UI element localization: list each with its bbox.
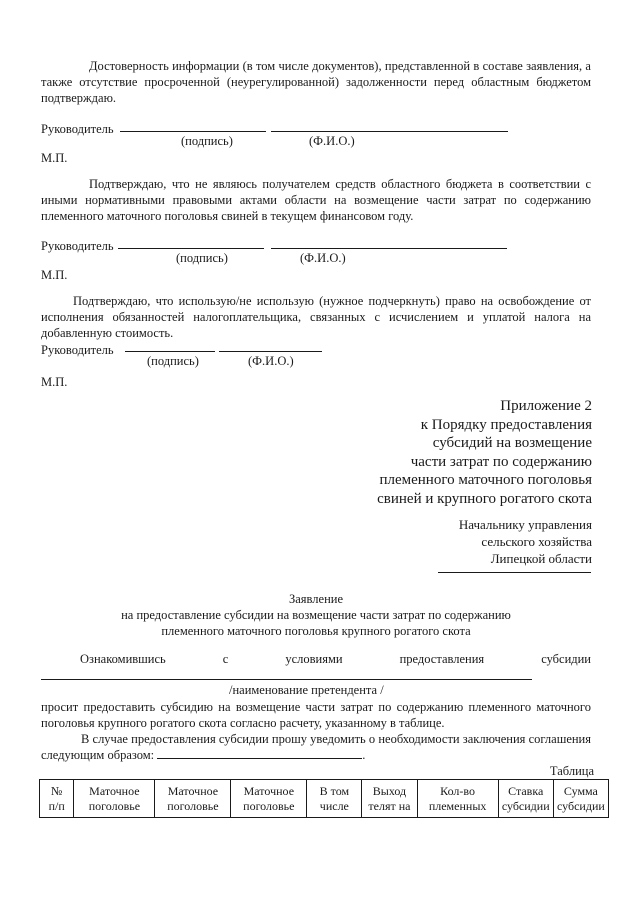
appendix-line-4: части затрат по содержанию: [410, 453, 592, 470]
appendix-line-6: свиней и крупного рогатого скота: [377, 490, 592, 507]
table-header-cell: Маточное поголовье: [155, 780, 231, 818]
intro-word-1: Ознакомившись: [80, 652, 166, 666]
confirmation-paragraph-2: Подтверждаю, что не являюсь получателем средств областного бюджета в соответствии с иными нормативными правовыми актами области на возмещение части затрат по содержанию племенного маточного поголовья свиней в текущем финансовом году.: [41, 177, 591, 223]
head-label-3: Руководитель: [41, 343, 114, 357]
addressee-line-3: Липецкой области: [490, 551, 592, 566]
signature-line-2: [118, 248, 264, 249]
notify-end: .: [362, 748, 366, 762]
fio-line-2: [271, 248, 507, 249]
intro-word-4: предоставления: [399, 652, 485, 666]
request-paragraph: просит предоставить субсидию на возмещение части затрат по содержанию племенного маточного поголовья крупного рогатого скота согласно расчету, указанному в таблице.: [41, 700, 591, 730]
applicant-name-line: [41, 679, 532, 680]
signature-line-1: [120, 131, 266, 132]
signature-caption-1: (подпись): [181, 134, 233, 148]
fio-caption-3: (Ф.И.О.): [248, 354, 294, 368]
statement-subtitle-2: племенного маточного поголовья крупного рогатого скота: [161, 624, 471, 638]
table-header-cell: № п/п: [40, 780, 74, 818]
notify-line: [157, 748, 362, 759]
intro-word-3: условиями: [285, 652, 343, 666]
head-label-1: Руководитель: [41, 122, 114, 136]
fio-line-1: [271, 131, 508, 132]
statement-title: Заявление: [288, 592, 343, 606]
fio-caption-2: (Ф.И.О.): [300, 251, 346, 265]
notify-paragraph: [41, 731, 591, 763]
table-header-row: [40, 780, 609, 818]
subsidy-table: [39, 779, 609, 818]
signature-line-3: [125, 351, 215, 352]
signature-caption-3: (подпись): [147, 354, 199, 368]
fio-caption-1: (Ф.И.О.): [309, 134, 355, 148]
table-header-cell: Маточное поголовье: [231, 780, 307, 818]
statement-subtitle-1: на предоставление субсидии на возмещение части затрат по содержанию: [121, 608, 511, 622]
table-header-cell: Выход телят на: [362, 780, 417, 818]
appendix-line-2: к Порядку предоставления: [420, 416, 592, 433]
table-header-cell: Маточное поголовье: [74, 780, 155, 818]
addressee-line-2: сельского хозяйства: [481, 534, 592, 549]
intro-word-5: субсидии: [541, 652, 591, 666]
addressee-line-1: Начальнику управления: [458, 517, 592, 532]
intro-word-2: с: [222, 652, 229, 666]
notify-text: В случае предоставления субсидии прошу уведомить о необходимости заключения соглашения следующим образом:: [41, 732, 591, 762]
stamp-place-1: М.П.: [41, 151, 68, 165]
stamp-place-3: М.П.: [41, 375, 68, 389]
table-header-cell: Сумма субсидии: [553, 780, 608, 818]
table-label: Таблица: [549, 764, 594, 778]
signature-caption-2: (подпись): [176, 251, 228, 265]
fio-line-3: [219, 351, 322, 352]
head-label-2: Руководитель: [41, 239, 114, 253]
appendix-line-5: племенного маточного поголовья: [379, 472, 592, 488]
addressee-block: [459, 516, 592, 567]
table-header-cell: Кол-во племенных: [417, 780, 498, 818]
applicant-caption: /наименование претендента /: [229, 683, 384, 697]
appendix-line-1: Приложение 2: [500, 398, 592, 414]
table-header-cell: В том числе: [307, 780, 362, 818]
intro-line: [80, 651, 591, 667]
table-header-cell: Ставка субсидии: [498, 780, 553, 818]
stamp-place-2: М.П.: [41, 268, 68, 282]
confirmation-paragraph-3: Подтверждаю, что использую/не использую (нужное подчеркнуть) право на освобождение от исполнения обязанностей налогоплательщика, связанных с исчислением и уплатой налога на добавленную стоимость.: [41, 294, 591, 340]
appendix-header: [377, 397, 592, 508]
confirmation-paragraph-1: Достоверность информации (в том числе документов), представленной в составе заявления, а также отсутствие просроченной (неурегулированной) задолженности перед областным бюджетом подтверждаю.: [41, 59, 591, 105]
appendix-line-3: субсидий на возмещение: [432, 435, 592, 451]
addressee-name-line: [438, 572, 591, 573]
